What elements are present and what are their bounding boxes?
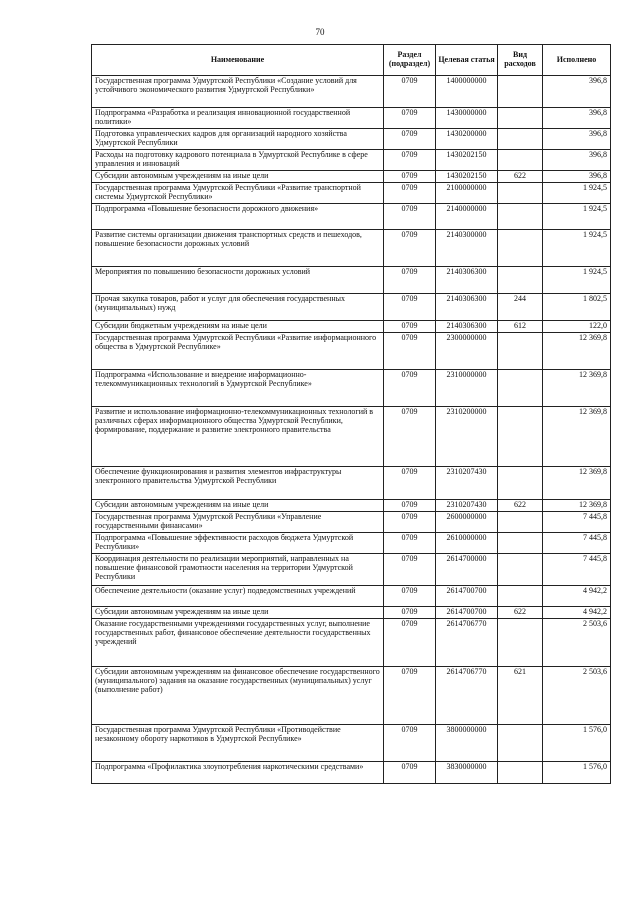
row-done-cell: 396,8: [543, 171, 611, 183]
table-row: [92, 293, 611, 320]
row-article-cell: 2600000000: [436, 511, 498, 532]
row-article-cell: 1400000000: [436, 76, 498, 108]
row-name-cell: Мероприятия по повышению безопасности дорожных условий: [92, 266, 384, 293]
row-section-cell: 0709: [384, 761, 436, 783]
row-name-cell: Подпрограмма «Повышение безопасности дорожного движения»: [92, 203, 384, 229]
budget-table: [91, 44, 611, 784]
table-row: [92, 182, 611, 203]
row-done-cell: 396,8: [543, 108, 611, 129]
row-type-cell: [498, 532, 543, 553]
row-section-cell: 0709: [384, 203, 436, 229]
row-section-cell: 0709: [384, 369, 436, 406]
row-article-cell: 1430202150: [436, 150, 498, 171]
row-done-cell: 1 924,5: [543, 203, 611, 229]
row-article-cell: 2300000000: [436, 332, 498, 369]
table-row: [92, 108, 611, 129]
row-type-cell: [498, 511, 543, 532]
table-body: [92, 76, 611, 784]
table-row: [92, 499, 611, 511]
row-article-cell: 2310207430: [436, 466, 498, 499]
row-done-cell: 396,8: [543, 76, 611, 108]
table-row: [92, 266, 611, 293]
table-row: [92, 666, 611, 724]
table-row: [92, 171, 611, 183]
row-article-cell: 2310207430: [436, 499, 498, 511]
row-type-cell: [498, 585, 543, 606]
row-section-cell: 0709: [384, 108, 436, 129]
row-type-cell: [498, 332, 543, 369]
row-done-cell: 12 369,8: [543, 332, 611, 369]
row-type-cell: 622: [498, 606, 543, 618]
row-name-cell: Расходы на подготовку кадрового потенциала в Удмуртской Республике в сфере управления и инноваций: [92, 150, 384, 171]
row-type-cell: [498, 203, 543, 229]
row-article-cell: 2140306300: [436, 293, 498, 320]
row-name-cell: Оказание государственными учреждениями государственных услуг, выполнение государственных работ, финансовое обеспечение деятельности государственных учреждений: [92, 618, 384, 666]
row-article-cell: 2310000000: [436, 369, 498, 406]
row-name-cell: Государственная программа Удмуртской Республики «Противодействие незаконному обороту наркотиков в Удмуртской Республике»: [92, 724, 384, 761]
row-name-cell: Подпрограмма «Использование и внедрение информационно-телекоммуникационных технологий в Удмуртской Республике»: [92, 369, 384, 406]
row-section-cell: 0709: [384, 406, 436, 466]
row-article-cell: 2614700700: [436, 585, 498, 606]
row-done-cell: 1 924,5: [543, 182, 611, 203]
row-done-cell: 396,8: [543, 129, 611, 150]
row-section-cell: 0709: [384, 293, 436, 320]
row-name-cell: Государственная программа Удмуртской Республики «Управление государственными финансами»: [92, 511, 384, 532]
table-row: [92, 532, 611, 553]
table-header-row: [92, 45, 611, 76]
row-article-cell: 2140000000: [436, 203, 498, 229]
row-name-cell: Субсидии бюджетным учреждениям на иные цели: [92, 320, 384, 332]
row-name-cell: Координация деятельности по реализации мероприятий, направленных на повышение финансовой грамотности населения на территории Удмуртской Республики: [92, 553, 384, 585]
header-name: Наименование: [92, 45, 384, 76]
row-type-cell: [498, 369, 543, 406]
table-row: [92, 724, 611, 761]
row-name-cell: Обеспечение функционирования и развития элементов инфраструктуры электронного правительства Удмуртской Республики: [92, 466, 384, 499]
row-section-cell: 0709: [384, 320, 436, 332]
row-section-cell: 0709: [384, 171, 436, 183]
row-type-cell: [498, 108, 543, 129]
row-type-cell: [498, 406, 543, 466]
row-article-cell: 1430200000: [436, 129, 498, 150]
row-article-cell: 1430000000: [436, 108, 498, 129]
table-row: [92, 553, 611, 585]
row-type-cell: 622: [498, 499, 543, 511]
row-done-cell: 1 802,5: [543, 293, 611, 320]
row-name-cell: Субсидии автономным учреждениям на иные цели: [92, 499, 384, 511]
row-done-cell: 4 942,2: [543, 606, 611, 618]
row-section-cell: 0709: [384, 499, 436, 511]
row-section-cell: 0709: [384, 182, 436, 203]
row-type-cell: [498, 182, 543, 203]
row-name-cell: Подпрограмма «Разработка и реализация инновационной государственной политики»: [92, 108, 384, 129]
row-type-cell: [498, 761, 543, 783]
row-name-cell: Прочая закупка товаров, работ и услуг для обеспечения государственных (муниципальных) нужд: [92, 293, 384, 320]
row-section-cell: 0709: [384, 618, 436, 666]
row-done-cell: 12 369,8: [543, 369, 611, 406]
row-article-cell: 2140300000: [436, 229, 498, 266]
row-done-cell: 1 924,5: [543, 266, 611, 293]
row-type-cell: 612: [498, 320, 543, 332]
row-done-cell: 7 445,8: [543, 553, 611, 585]
header-type: Вид расходов: [498, 45, 543, 76]
row-article-cell: 2614700700: [436, 606, 498, 618]
row-section-cell: 0709: [384, 229, 436, 266]
row-name-cell: Субсидии автономным учреждениям на иные цели: [92, 171, 384, 183]
table-row: [92, 511, 611, 532]
row-type-cell: [498, 76, 543, 108]
row-article-cell: 3800000000: [436, 724, 498, 761]
row-article-cell: 2140306300: [436, 320, 498, 332]
row-article-cell: 2310200000: [436, 406, 498, 466]
row-done-cell: 12 369,8: [543, 499, 611, 511]
row-name-cell: Развитие и использование информационно-телекоммуникационных технологий в различных сферах информационного общества Удмуртской Республики, формирование, поддержание и развитие электронного правительства: [92, 406, 384, 466]
table-row: [92, 618, 611, 666]
row-section-cell: 0709: [384, 129, 436, 150]
row-section-cell: 0709: [384, 266, 436, 293]
row-type-cell: [498, 129, 543, 150]
header-article: Целевая статья: [436, 45, 498, 76]
row-section-cell: 0709: [384, 666, 436, 724]
table-row: [92, 229, 611, 266]
row-section-cell: 0709: [384, 724, 436, 761]
table-row: [92, 369, 611, 406]
row-done-cell: 12 369,8: [543, 466, 611, 499]
table-row: [92, 585, 611, 606]
table-row: [92, 76, 611, 108]
row-section-cell: 0709: [384, 150, 436, 171]
table-row: [92, 466, 611, 499]
row-type-cell: [498, 466, 543, 499]
row-name-cell: Подготовка управленческих кадров для организаций народного хозяйства Удмуртской Республики: [92, 129, 384, 150]
row-done-cell: 7 445,8: [543, 532, 611, 553]
row-name-cell: Подпрограмма «Повышение эффективности расходов бюджета Удмуртской Республики»: [92, 532, 384, 553]
row-type-cell: 622: [498, 171, 543, 183]
row-article-cell: 2100000000: [436, 182, 498, 203]
row-done-cell: 1 924,5: [543, 229, 611, 266]
row-section-cell: 0709: [384, 606, 436, 618]
row-type-cell: 244: [498, 293, 543, 320]
table-row: [92, 606, 611, 618]
row-article-cell: 3830000000: [436, 761, 498, 783]
row-done-cell: 396,8: [543, 150, 611, 171]
row-done-cell: 12 369,8: [543, 406, 611, 466]
row-section-cell: 0709: [384, 332, 436, 369]
row-section-cell: 0709: [384, 585, 436, 606]
row-type-cell: [498, 150, 543, 171]
row-done-cell: 2 503,6: [543, 666, 611, 724]
row-type-cell: 621: [498, 666, 543, 724]
row-done-cell: 7 445,8: [543, 511, 611, 532]
table-row: [92, 761, 611, 783]
row-article-cell: 2610000000: [436, 532, 498, 553]
header-done: Исполнено: [543, 45, 611, 76]
table-row: [92, 150, 611, 171]
row-name-cell: Субсидии автономным учреждениям на финансовое обеспечение государственного (муниципального) задания на оказание государственных (муниципальных) услуг (выполнение работ): [92, 666, 384, 724]
table-row: [92, 332, 611, 369]
row-section-cell: 0709: [384, 76, 436, 108]
row-name-cell: Государственная программа Удмуртской Республики «Создание условий для устойчивого экономического развития Удмуртской Республики»: [92, 76, 384, 108]
row-article-cell: 2614706770: [436, 618, 498, 666]
row-type-cell: [498, 618, 543, 666]
header-section: Раздел (подраздел): [384, 45, 436, 76]
table-row: [92, 320, 611, 332]
row-type-cell: [498, 553, 543, 585]
row-article-cell: 2614700000: [436, 553, 498, 585]
row-article-cell: 2614706770: [436, 666, 498, 724]
row-done-cell: 4 942,2: [543, 585, 611, 606]
table-row: [92, 129, 611, 150]
row-section-cell: 0709: [384, 532, 436, 553]
row-type-cell: [498, 229, 543, 266]
row-done-cell: 122,0: [543, 320, 611, 332]
row-done-cell: 1 576,0: [543, 724, 611, 761]
row-type-cell: [498, 724, 543, 761]
row-done-cell: 1 576,0: [543, 761, 611, 783]
row-article-cell: 1430202150: [436, 171, 498, 183]
row-done-cell: 2 503,6: [543, 618, 611, 666]
row-name-cell: Подпрограмма «Профилактика злоупотребления наркотическими средствами»: [92, 761, 384, 783]
row-section-cell: 0709: [384, 553, 436, 585]
row-article-cell: 2140306300: [436, 266, 498, 293]
row-name-cell: Государственная программа Удмуртской Республики «Развитие информационного общества в Удмуртской Республике»: [92, 332, 384, 369]
row-type-cell: [498, 266, 543, 293]
page-number: 70: [315, 27, 325, 37]
row-name-cell: Государственная программа Удмуртской Республики «Развитие транспортной системы Удмуртской Республики»: [92, 182, 384, 203]
row-name-cell: Развитие системы организации движения транспортных средств и пешеходов, повышение безопасности дорожных условий: [92, 229, 384, 266]
row-section-cell: 0709: [384, 466, 436, 499]
table-row: [92, 406, 611, 466]
row-name-cell: Субсидии автономным учреждениям на иные цели: [92, 606, 384, 618]
table-row: [92, 203, 611, 229]
row-section-cell: 0709: [384, 511, 436, 532]
row-name-cell: Обеспечение деятельности (оказание услуг) подведомственных учреждений: [92, 585, 384, 606]
